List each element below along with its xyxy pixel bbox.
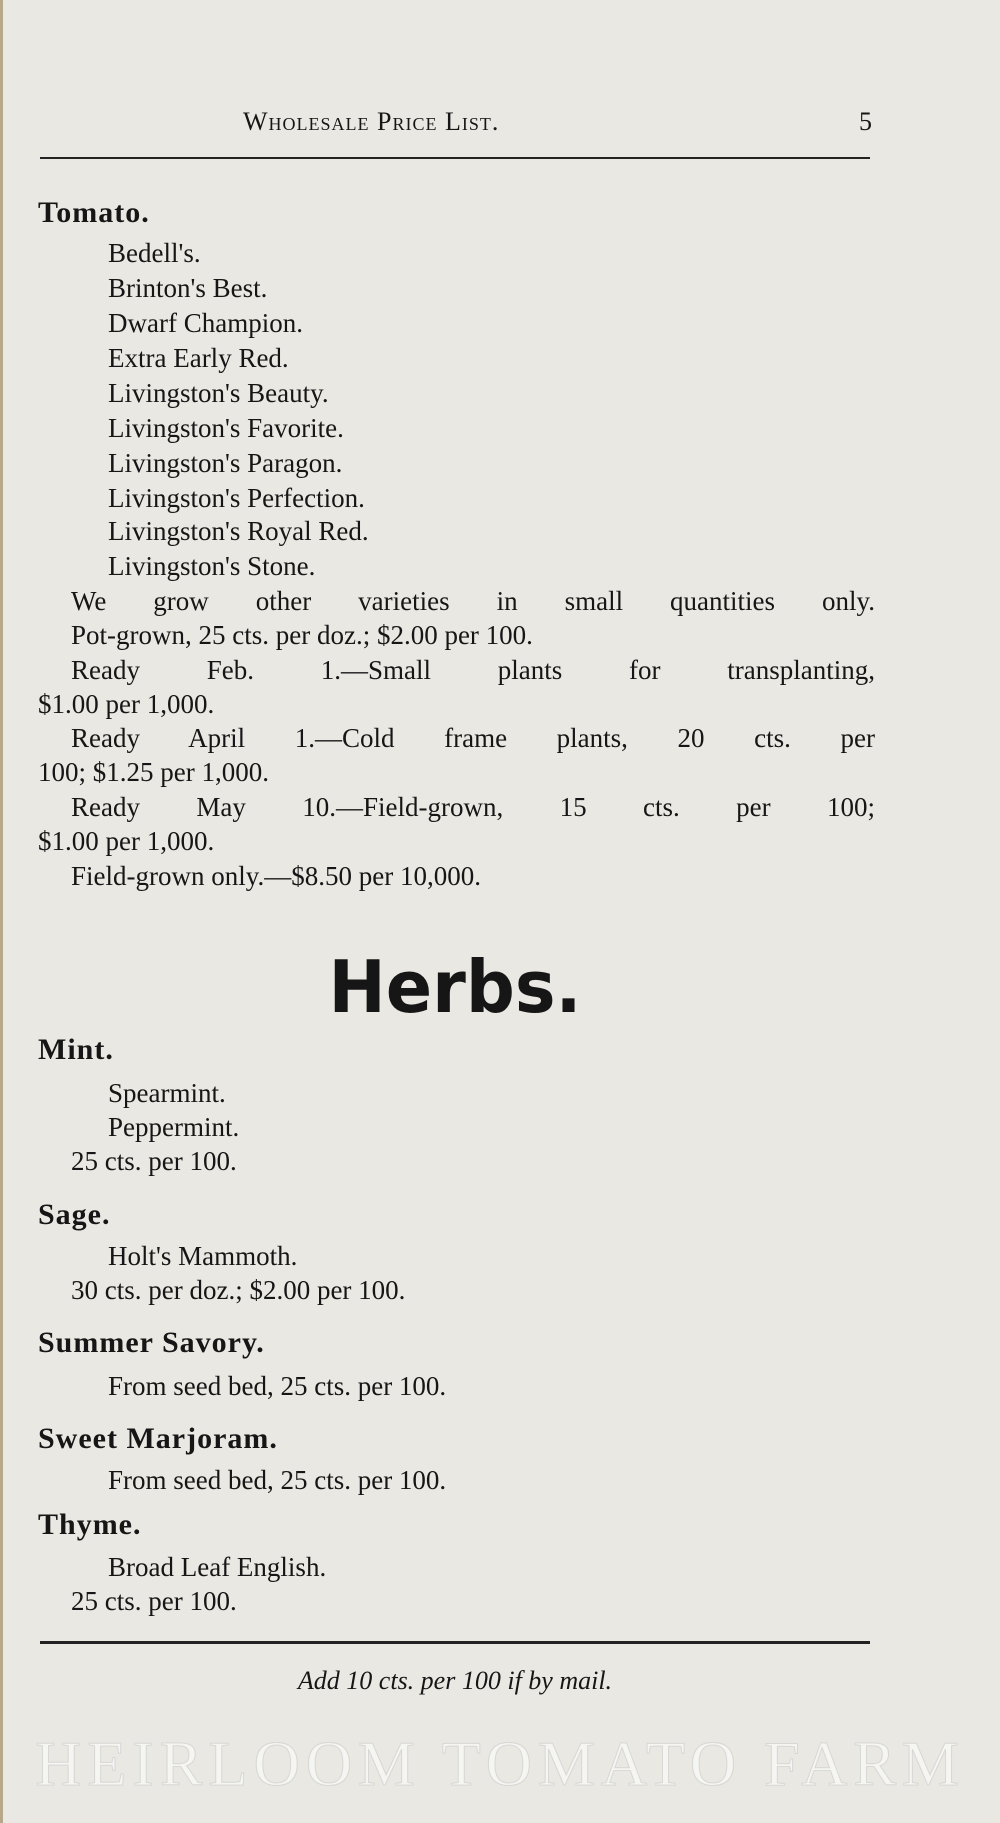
footer-note: Add 10 cts. per 100 if by mail. [297, 1666, 613, 1695]
tomato-note: We grow other varieties in small quantities only. [71, 586, 875, 616]
tomato-note: Ready May 10.—Field-grown, 15 cts. per 100; [71, 792, 875, 822]
thyme-item: Broad Leaf English. [108, 1552, 327, 1582]
footer-rule [40, 1641, 870, 1644]
tomato-variety: Livingston's Favorite. [108, 413, 344, 443]
sage-item: Holt's Mammoth. [108, 1241, 298, 1271]
tomato-note: $1.00 per 1,000. [38, 689, 215, 719]
tomato-note: $1.00 per 1,000. [38, 826, 215, 856]
tomato-variety: Extra Early Red. [108, 343, 289, 373]
watermark: HEIRLOOM TOMATO FARM [35, 1728, 965, 1799]
tomato-variety: Dwarf Champion. [108, 308, 303, 338]
header-rule [40, 157, 870, 159]
page-number: 5 [859, 107, 872, 136]
thyme-price: 25 cts. per 100. [71, 1586, 237, 1616]
tomato-note: Pot-grown, 25 cts. per doz.; $2.00 per 100. [71, 620, 533, 650]
running-header: Wholesale Price List. [243, 107, 500, 136]
mint-item: Spearmint. [108, 1078, 226, 1108]
tomato-variety: Livingston's Stone. [108, 551, 316, 581]
savory-note: From seed bed, 25 cts. per 100. [108, 1371, 447, 1401]
herbs-title: Herbs. [328, 945, 582, 1029]
tomato-note: Ready April 1.—Cold frame plants, 20 cts. per [71, 723, 875, 753]
tomato-note: Ready Feb. 1.—Small plants for transplanting, [71, 655, 875, 685]
tomato-heading: Tomato. [38, 196, 150, 229]
mint-price: 25 cts. per 100. [71, 1146, 237, 1176]
tomato-variety: Bedell's. [108, 238, 201, 268]
tomato-variety: Livingston's Royal Red. [108, 516, 369, 546]
tomato-variety: Brinton's Best. [108, 273, 268, 303]
tomato-variety: Livingston's Beauty. [108, 378, 329, 408]
marjoram-note: From seed bed, 25 cts. per 100. [108, 1465, 447, 1495]
marjoram-heading: Sweet Marjoram. [38, 1422, 278, 1455]
tomato-variety: Livingston's Perfection. [108, 483, 365, 513]
savory-heading: Summer Savory. [38, 1326, 265, 1359]
mint-item: Peppermint. [108, 1112, 240, 1142]
sage-price: 30 cts. per doz.; $2.00 per 100. [71, 1275, 406, 1305]
page-edge [0, 0, 3, 1823]
mint-heading: Mint. [38, 1033, 114, 1066]
tomato-variety: Livingston's Paragon. [108, 448, 343, 478]
thyme-heading: Thyme. [38, 1508, 142, 1541]
sage-heading: Sage. [38, 1198, 111, 1231]
tomato-note: Field-grown only.—$8.50 per 10,000. [71, 861, 481, 891]
tomato-note: 100; $1.25 per 1,000. [38, 757, 269, 787]
